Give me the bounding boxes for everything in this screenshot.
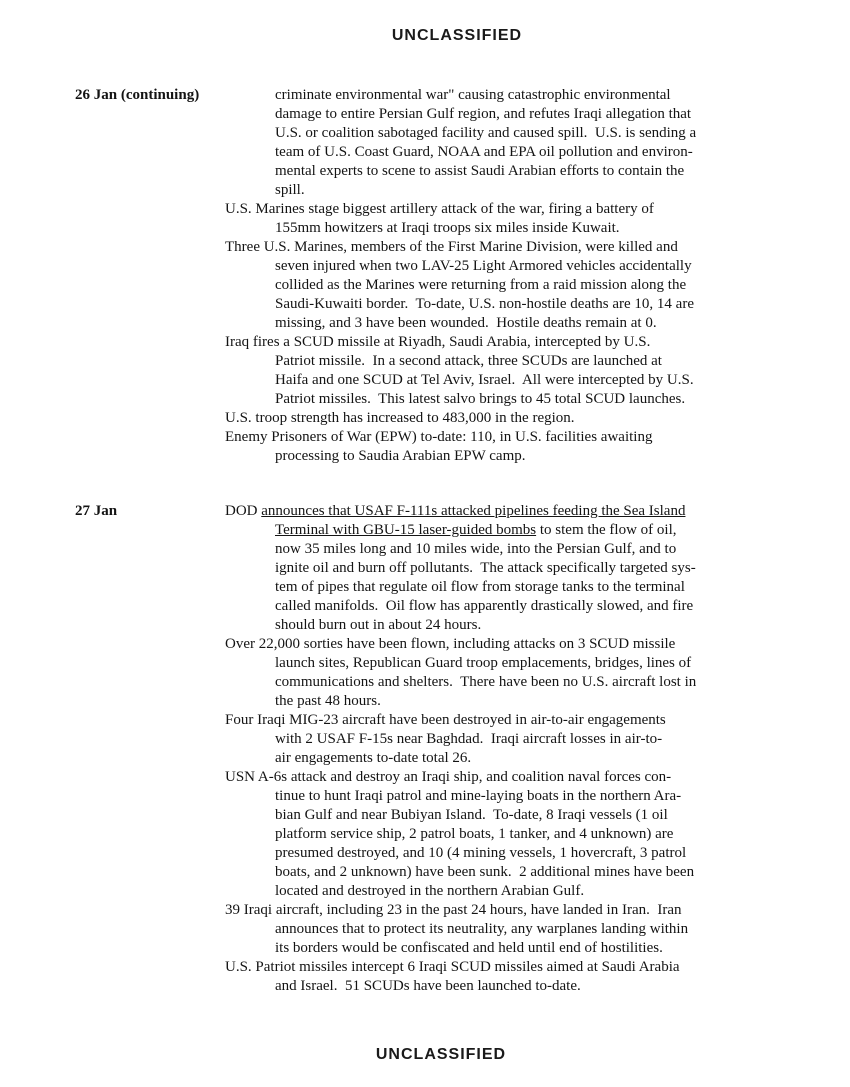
entry-line: tinue to hunt Iraqi patrol and mine-laying boats in the northern Ara- (275, 788, 682, 804)
entry-line: U.S. Patriot missiles intercept 6 Iraqi SCUD missiles aimed at Saudi Arabia (225, 959, 680, 975)
entry-line: U.S. or coalition sabotaged facility and caused spill. U.S. is sending a (275, 125, 697, 141)
entry-line: damage to entire Persian Gulf region, and refutes Iraqi allegation that (275, 106, 692, 122)
entry-line: should burn out in about 24 hours. (275, 617, 482, 633)
classification-footer: UNCLASSIFIED (375, 1046, 507, 1063)
entry-line: presumed destroyed, and 10 (4 mining vessels, 1 hovercraft, 3 patrol (275, 845, 687, 861)
entry-line: Enemy Prisoners of War (EPW) to-date: 110, in U.S. facilities awaiting (225, 429, 653, 445)
date-label: 26 Jan (continuing) (75, 87, 200, 103)
entry-line: launch sites, Republican Guard troop emplacements, bridges, lines of (275, 655, 692, 671)
text-segment: to stem the flow of oil, (536, 522, 677, 538)
entry-line: tem of pipes that regulate oil flow from storage tanks to the terminal (275, 579, 685, 595)
entry-line: Iraq fires a SCUD missile at Riyadh, Saudi Arabia, intercepted by U.S. (225, 334, 651, 350)
entry-line: spill. (275, 182, 305, 198)
entry-line: Patriot missiles. This latest salvo brings to 45 total SCUD launches. (275, 391, 686, 407)
entry-paragraph (225, 333, 805, 409)
entry-line: platform service ship, 2 patrol boats, 1 tanker, and 4 unknown) are (275, 826, 674, 842)
entry-list (225, 86, 805, 466)
chronology-section (0, 502, 850, 996)
entry-line: criminate environmental war" causing catastrophic environmental (275, 87, 671, 103)
entry-line: U.S. Marines stage biggest artillery attack of the war, firing a battery of (225, 201, 654, 217)
date-label: 27 Jan (75, 503, 118, 519)
entry-line: collided as the Marines were returning from a raid mission along the (275, 277, 687, 293)
entry-line: 39 Iraqi aircraft, including 23 in the past 24 hours, have landed in Iran. Iran (225, 902, 682, 918)
entry-line: located and destroyed in the northern Arabian Gulf. (275, 883, 585, 899)
entry-paragraph (225, 958, 805, 996)
entry-line: team of U.S. Coast Guard, NOAA and EPA oil pollution and environ- (275, 144, 693, 160)
entry-line: communications and shelters. There have been no U.S. aircraft lost in (275, 674, 697, 690)
entry-paragraph (225, 409, 805, 428)
entry-line: Patriot missile. In a second attack, three SCUDs are launched at (275, 353, 662, 369)
entry-line: air engagements to-date total 26. (275, 750, 472, 766)
entry-line: ignite oil and burn off pollutants. The attack specifically targeted sys- (275, 560, 696, 576)
entry-line: processing to Saudia Arabian EPW camp. (275, 448, 526, 464)
entry-line: Three U.S. Marines, members of the First Marine Division, were killed and (225, 239, 678, 255)
entry-line: with 2 USAF F-15s near Baghdad. Iraqi aircraft losses in air-to- (275, 731, 663, 747)
entry-paragraph (225, 768, 805, 901)
entry-line: Over 22,000 sorties have been flown, including attacks on 3 SCUD missile (225, 636, 676, 652)
entry-line: bian Gulf and near Bubiyan Island. To-date, 8 Iraqi vessels (1 oil (275, 807, 668, 823)
entry-paragraph (225, 200, 805, 238)
entry-line: the past 48 hours. (275, 693, 381, 709)
underlined-text: Terminal with GBU-15 laser-guided bombs (275, 522, 537, 538)
entry-line: missing, and 3 have been wounded. Hostile deaths remain at 0. (275, 315, 657, 331)
entry-line: Four Iraqi MIG-23 aircraft have been destroyed in air-to-air engagements (225, 712, 666, 728)
chronology-body (0, 86, 850, 1032)
chronology-section (0, 86, 850, 466)
entry-line: Saudi-Kuwaiti border. To-date, U.S. non-hostile deaths are 10, 14 are (275, 296, 694, 312)
entry-line: boats, and 2 unknown) have been sunk. 2 additional mines have been (275, 864, 695, 880)
underlined-text: announces that USAF F-111s attacked pipelines feeding the Sea Island (261, 503, 686, 519)
entry-line: U.S. troop strength has increased to 483,000 in the region. (225, 410, 575, 426)
entry-paragraph (225, 502, 805, 635)
entry-paragraph (225, 428, 805, 466)
entry-paragraph (225, 901, 805, 958)
entry-line: USN A-6s attack and destroy an Iraqi ship, and coalition naval forces con- (225, 769, 672, 785)
entry-line: its borders would be confiscated and held until end of hostilities. (275, 940, 663, 956)
entry-line: seven injured when two LAV-25 Light Armored vehicles accidentally (275, 258, 692, 274)
entry-line: and Israel. 51 SCUDs have been launched to-date. (275, 978, 581, 994)
entry-paragraph (225, 86, 805, 200)
entry-paragraph (225, 238, 805, 333)
entry-paragraph (225, 711, 805, 768)
entry-line: announces that to protect its neutrality, any warplanes landing within (275, 921, 689, 937)
entry-line: Haifa and one SCUD at Tel Aviv, Israel. All were intercepted by U.S. (275, 372, 694, 388)
entry-line: now 35 miles long and 10 miles wide, into the Persian Gulf, and to (275, 541, 677, 557)
entry-line: called manifolds. Oil flow has apparently drastically slowed, and fire (275, 598, 694, 614)
classification-header: UNCLASSIFIED (391, 27, 523, 44)
text-segment: DOD (225, 503, 262, 519)
entry-line (225, 502, 805, 521)
entry-line: 155mm howitzers at Iraqi troops six miles inside Kuwait. (275, 220, 620, 236)
entry-line: mental experts to scene to assist Saudi Arabian efforts to contain the (275, 163, 685, 179)
entry-line (225, 521, 805, 540)
entry-paragraph (225, 635, 805, 711)
entry-list (225, 502, 805, 996)
